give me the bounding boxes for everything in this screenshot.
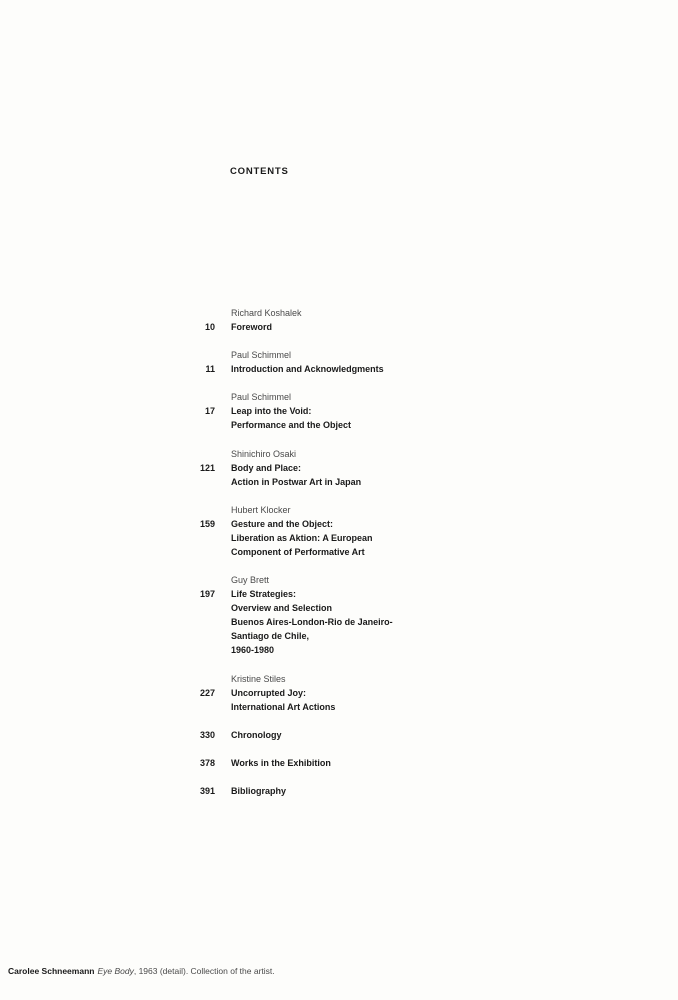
entry-page-number: 121: [199, 463, 215, 473]
entry-page-number: 227: [199, 688, 215, 698]
entry-author: Richard Koshalek: [231, 308, 302, 318]
entry-title: Leap into the Void:: [231, 406, 312, 416]
entry-title-continued: Action in Postwar Art in Japan: [231, 477, 362, 487]
entry-page-number: 391: [199, 786, 215, 796]
entry-title: Works in the Exhibition: [231, 758, 331, 768]
entry-title: Body and Place:: [231, 463, 302, 473]
entry-author: Guy Brett: [231, 575, 270, 585]
entry-title-continued: Overview and Selection: [231, 603, 333, 613]
entry-page-number: 159: [199, 519, 215, 529]
entry-title: Chronology: [231, 730, 282, 740]
entry-page-number: 10: [204, 322, 215, 332]
entry-title: Gesture and the Object:: [231, 519, 334, 529]
entry-title-continued: Liberation as Aktion: A European: [231, 533, 373, 543]
caption-artist: Carolee Schneemann: [8, 966, 95, 976]
caption-work-title: Eye Body: [97, 966, 134, 976]
entry-title-continued: 1960-1980: [231, 645, 275, 655]
entry-title: Introduction and Acknowledgments: [231, 364, 384, 374]
page-title: CONTENTS: [230, 166, 289, 177]
entry-author: Kristine Stiles: [231, 674, 286, 684]
entry-page-number: 11: [205, 364, 215, 374]
entry-page-number: 17: [204, 406, 215, 416]
entry-title: Life Strategies:: [231, 589, 297, 599]
entry-author: Shinichiro Osaki: [231, 449, 297, 459]
entry-title-continued: Component of Performative Art: [231, 547, 365, 557]
entry-title-continued: International Art Actions: [231, 702, 336, 712]
entry-title-continued: Performance and the Object: [231, 420, 352, 430]
entry-title-continued: Buenos Aires-London-Rio de Janeiro-: [231, 617, 393, 627]
entry-title: Uncorrupted Joy:: [231, 688, 307, 698]
image-caption: [8, 966, 275, 976]
entry-author: Paul Schimmel: [231, 350, 292, 360]
entry-title: Bibliography: [231, 786, 287, 796]
entry-page-number: 378: [199, 758, 215, 768]
caption-details: , 1963 (detail). Collection of the artist.: [133, 966, 275, 976]
entry-title: Foreword: [231, 322, 273, 332]
entry-author: Hubert Klocker: [231, 505, 291, 515]
entry-page-number: 330: [199, 730, 215, 740]
entry-title-continued: Santiago de Chile,: [231, 631, 310, 641]
entry-page-number: 197: [199, 589, 215, 599]
entry-author: Paul Schimmel: [231, 392, 292, 402]
